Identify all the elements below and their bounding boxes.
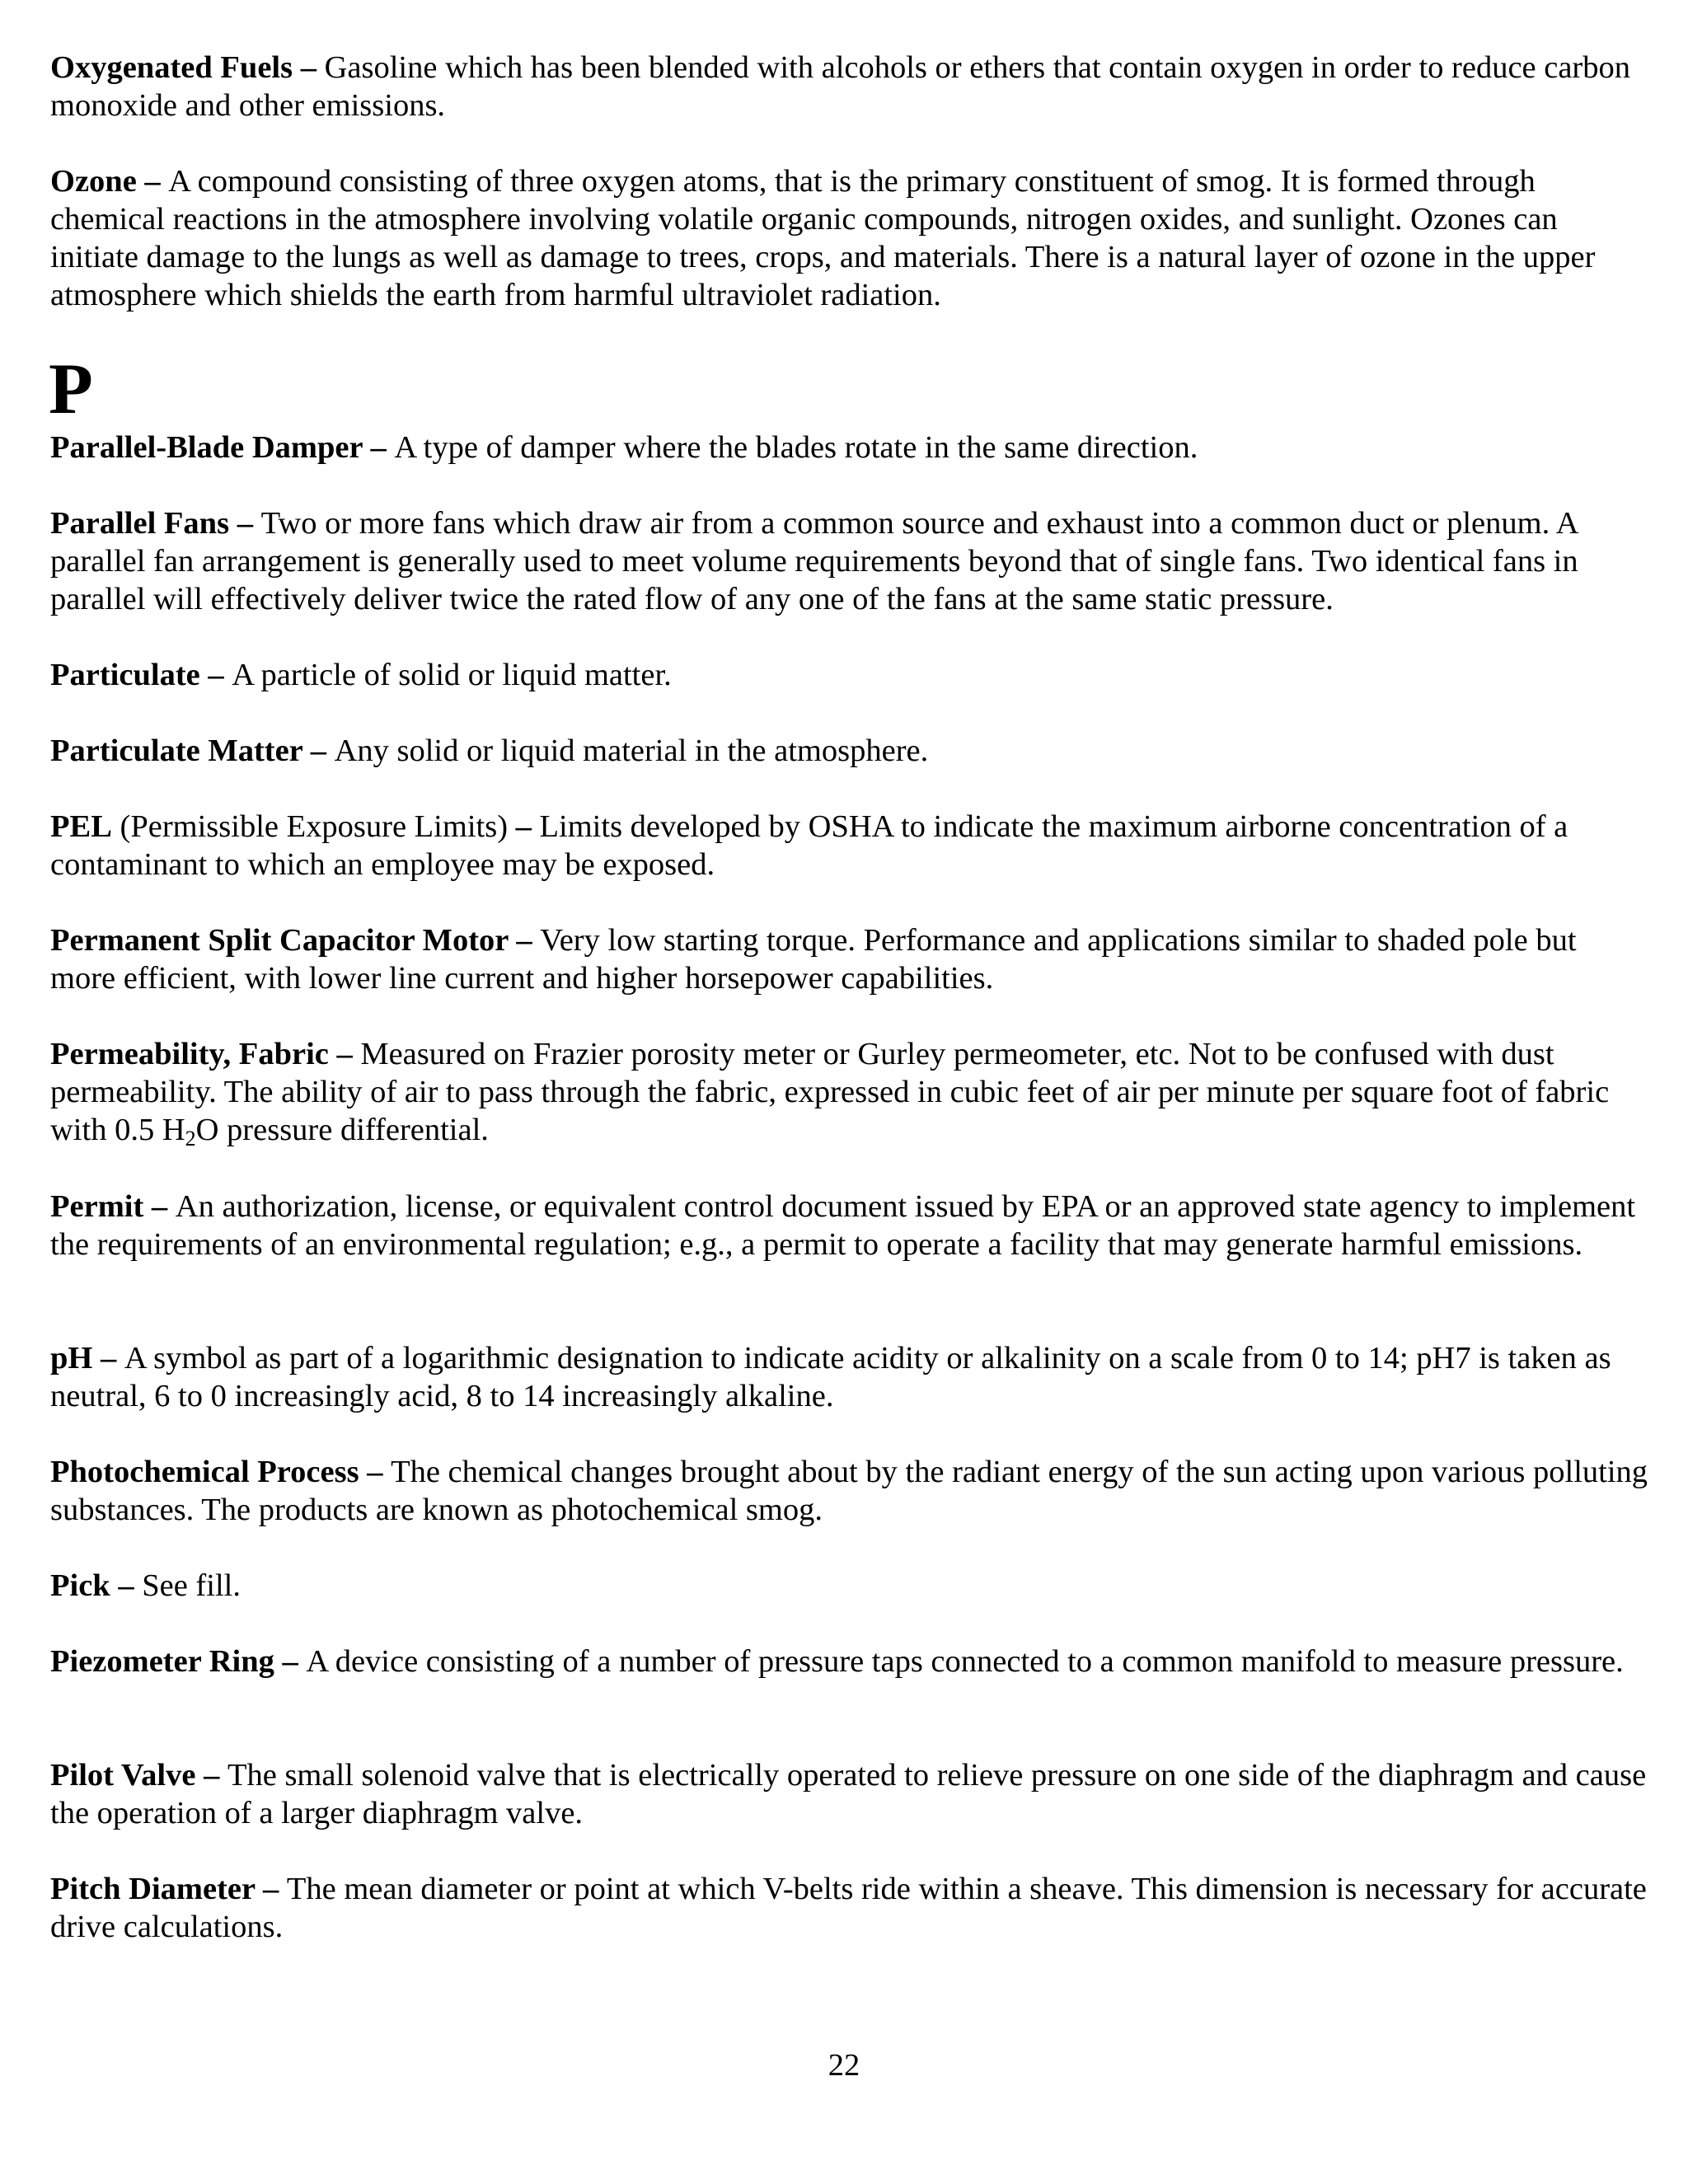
definition: A particle of solid or liquid matter. (232, 658, 672, 692)
glossary-entry (50, 732, 1649, 770)
separator: – (255, 1872, 287, 1906)
glossary-entry (50, 1035, 1649, 1149)
page-number: 22 (828, 2048, 860, 2083)
glossary-entry (50, 1567, 1649, 1605)
term: Parallel Fans (50, 506, 230, 541)
glossary-entry (50, 1643, 1649, 1680)
definition: See fill. (142, 1568, 241, 1603)
separator: – (136, 164, 169, 199)
term: PEL (50, 809, 112, 844)
glossary-entry (50, 808, 1649, 883)
definition: Any solid or liquid material in the atmosphere. (334, 733, 929, 768)
term: Photochemical Process (50, 1455, 359, 1489)
separator: – (293, 50, 325, 85)
term: Permeability, Fabric (50, 1037, 329, 1071)
glossary-entry (50, 1756, 1649, 1832)
term: Permanent Split Capacitor Motor (50, 923, 509, 958)
definition: Limits developed by OSHA to indicate the maximum airborne concentration of a contaminant to which an employee may be exposed. (50, 809, 1568, 882)
glossary-entry (50, 656, 1649, 694)
term: Pitch Diameter (50, 1872, 256, 1906)
definition: Very low starting torque. Performance and applications similar to shaded pole but more efficient, with lower line current and higher horsepower capabilities. (50, 923, 1577, 996)
separator: – (199, 658, 232, 692)
separator: – (302, 733, 335, 768)
definition: Two or more fans which draw air from a common source and exhaust into a common duct or plenum. A parallel fan arrangement is generally used to meet volume requirements beyond that of single fans. Two identical fans in parallel will effectively deliver twice the rated flow of any one of the fans at the same static pressure. (50, 506, 1578, 616)
definition: The mean diameter or point at which V-belts ride within a sheave. This dimension is necessary for accurate drive calculations. (50, 1872, 1647, 1944)
separator: – (508, 923, 541, 958)
definition: The chemical changes brought about by the radiant energy of the sun acting upon various polluting substances. The products are known as photochemical smog. (50, 1455, 1648, 1527)
definition-continued: O pressure differential. (195, 1113, 489, 1147)
definition: A compound consisting of three oxygen atoms, that is the primary constituent of smog. It is formed through chemical reactions in the atmosphere involving volatile organic compounds, nitrogen oxides, and sunlight. Ozones can initiate damage to the lungs as well as damage to trees, crops, and materials. There is a natural layer of ozone in the upper atmosphere which shields the earth from harmful ultraviolet radiation. (50, 164, 1596, 312)
term: Oxygenated Fuels (50, 50, 293, 85)
term: Particulate Matter (50, 733, 303, 768)
glossary-entry (50, 429, 1649, 466)
definition: A device consisting of a number of pressure taps connected to a common manifold to measure pressure. (306, 1644, 1624, 1679)
glossary-entry (50, 1339, 1649, 1415)
glossary-entry (50, 1870, 1649, 1946)
definition: An authorization, license, or equivalent control document issued by EPA or an approved state agency to implement the requirements of an environmental regulation; e.g., a permit to operate a facility that may generate harmful emissions. (50, 1189, 1636, 1262)
glossary-entry (50, 49, 1649, 124)
separator: – (274, 1644, 307, 1679)
section-letter-heading: P (49, 349, 93, 429)
definition: Gasoline which has been blended with alcohols or ethers that contain oxygen in order to reduce carbon monoxide and other emissions. (50, 50, 1630, 123)
glossary-entry (50, 1188, 1649, 1263)
subscript: 2 (185, 1127, 196, 1151)
definition: Measured on Frazier porosity meter or Gurley permeometer, etc. Not to be confused with dust permeability. The ability of air to pass through the fabric, expressed in cubic feet of air per minute per square foot of fabric with 0.5 H (50, 1037, 1610, 1147)
separator: – (359, 1455, 392, 1489)
term-expansion: (Permissible Exposure Limits) (120, 809, 509, 844)
definition: The small solenoid valve that is electrically operated to relieve pressure on one side of the diaphragm and cause the operation of a larger diaphragm valve. (50, 1758, 1647, 1830)
separator: – (110, 1568, 143, 1603)
term: Pilot Valve (50, 1758, 196, 1793)
term: Pick (50, 1568, 110, 1603)
separator: – (92, 1341, 124, 1376)
term: pH (50, 1341, 93, 1376)
term: Parallel-Blade Damper (50, 430, 363, 465)
glossary-entry (50, 1453, 1649, 1529)
definition: A symbol as part of a logarithmic designation to indicate acidity or alkalinity on a scale from 0 to 14; pH7 is taken as neutral, 6 to 0 increasingly acid, 8 to 14 increasingly alkaline. (50, 1341, 1611, 1413)
glossary-entry (50, 921, 1649, 997)
term: Ozone (50, 164, 137, 199)
separator: – (229, 506, 261, 541)
glossary-entry (50, 162, 1649, 314)
separator: – (508, 809, 540, 844)
separator: – (362, 430, 395, 465)
glossary-entry (50, 504, 1649, 618)
term: Permit (50, 1189, 144, 1224)
term: Particulate (50, 658, 200, 692)
separator: – (328, 1037, 361, 1071)
separator: – (143, 1189, 176, 1224)
definition: A type of damper where the blades rotate in the same direction. (394, 430, 1198, 465)
term: Piezometer Ring (50, 1644, 274, 1679)
separator: – (195, 1758, 227, 1793)
